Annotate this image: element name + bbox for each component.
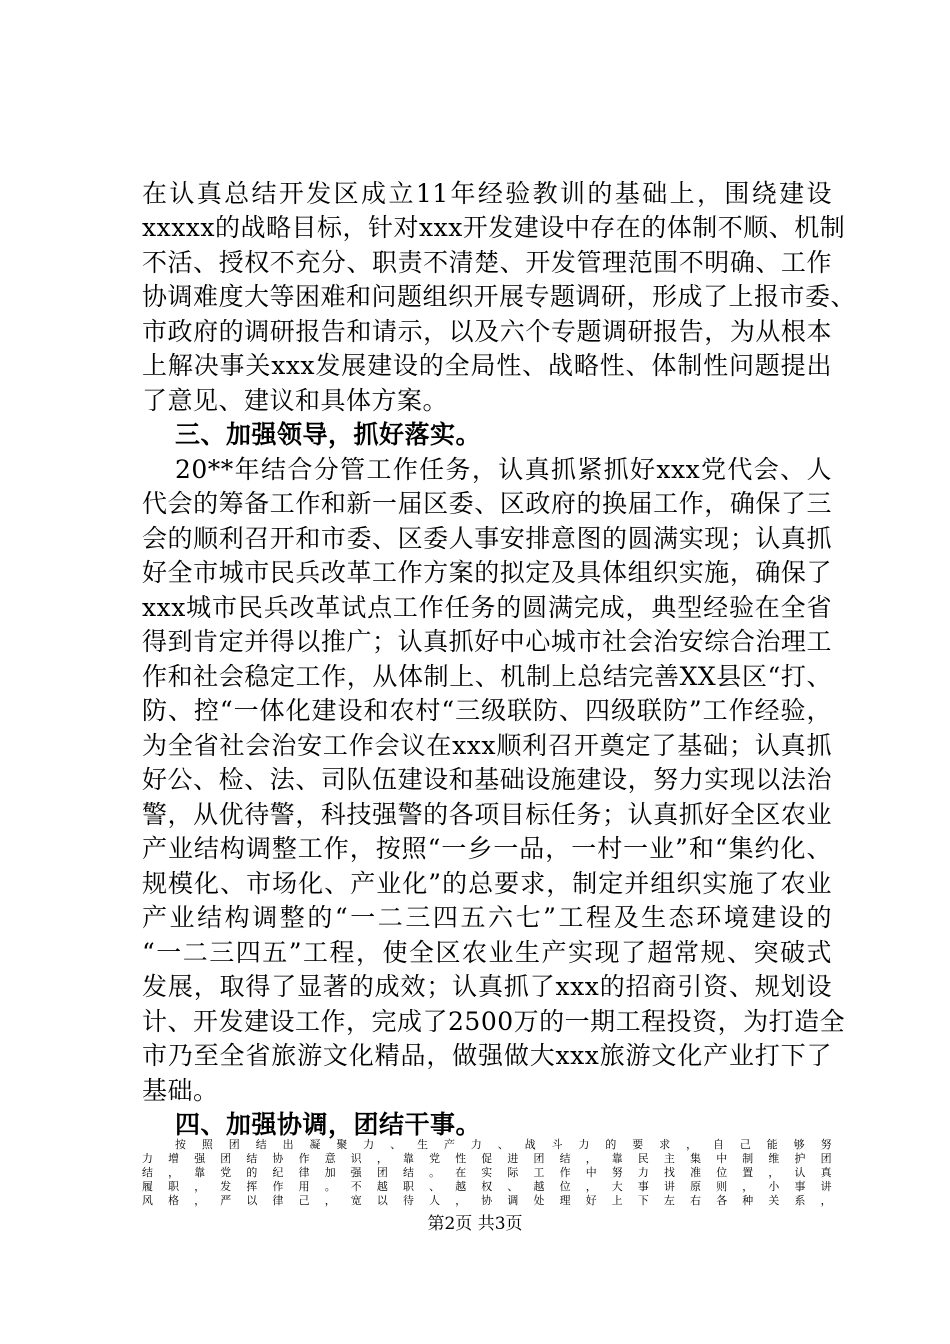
paragraph-line: 了意见、建议和具体方案。: [142, 386, 449, 415]
paragraph-line: 基础。: [142, 1076, 219, 1105]
paragraph-line: 协调难度大等困难和问题组织开展专题调研，形成了上报市委、: [142, 282, 857, 311]
paragraph-line: 好全市城市民兵改革工作方案的拟定及具体组织实施，确保了: [142, 558, 832, 587]
paragraph-line: 结，靠党的纪律加强团结。在实际工作中努力找准位置，认真: [142, 1166, 832, 1179]
paragraph-line: 上解决事关xxx发展建设的全局性、战略性、体制性问题提出: [142, 351, 832, 380]
paragraph-line: 不活、授权不充分、职责不清楚、开发管理范围不明确、工作: [142, 248, 832, 277]
paragraph-line: 按照团结出凝聚力、生产力、战斗力的要求，自己能够努: [175, 1138, 832, 1151]
paragraph-line: 风格，严以律己，宽以待人，协调处理好上下左右各种关系，: [142, 1194, 832, 1207]
paragraph-line: 为全省社会治安工作会议在xxx顺利召开奠定了基础；认真抓: [142, 731, 832, 760]
paragraph-line: xxx城市民兵改革试点工作任务的圆满完成，典型经验在全省: [142, 593, 832, 622]
paragraph-line: 市乃至全省旅游文化精品，做强做大xxx旅游文化产业打下了: [142, 1041, 832, 1070]
paragraph-line: 20**年结合分管工作任务，认真抓紧抓好xxx党代会、人: [175, 455, 832, 484]
paragraph-line: 在认真总结开发区成立11年经验教训的基础上，围绕建设: [142, 179, 832, 208]
paragraph-line: 力增强团结协作意识，靠党性促进团结，靠民主集中制维护团: [142, 1152, 832, 1165]
paragraph-line: 规模化、市场化、产业化”的总要求，制定并组织实施了农业: [142, 869, 832, 898]
paragraph-line: 产业结构调整的“一二三四五六七”工程及生态环境建设的: [142, 903, 832, 932]
paragraph-line: 好公、检、法、司队伍建设和基础设施建设，努力实现以法治: [142, 765, 832, 794]
paragraph-line: 得到肯定并得以推广；认真抓好中心城市社会治安综合治理工: [142, 627, 832, 656]
paragraph-line: 防、控“一体化建设和农村“三级联防、四级联防”工作经验，: [142, 696, 832, 725]
page-footer: 第2页 共3页: [427, 1214, 523, 1234]
paragraph-line: “一二三四五”工程，使全区农业生产实现了超常规、突破式: [142, 938, 832, 967]
paragraph-line: 发展，取得了显著的成效；认真抓了xxx的招商引资、规划设: [142, 972, 832, 1001]
paragraph-line: 作和社会稳定工作，从体制上、机制上总结完善XX县区“打、: [142, 662, 832, 691]
paragraph-line: 警，从优待警，科技强警的各项目标任务；认真抓好全区农业: [142, 800, 832, 829]
paragraph-line: 计、开发建设工作，完成了2500万的一期工程投资，为打造全: [142, 1007, 846, 1036]
paragraph-line: 代会的筹备工作和新一届区委、区政府的换届工作，确保了三: [142, 489, 832, 518]
paragraph-line: 履职，发挥作用。不越职、越权、越位，大事讲原则，小事讲: [142, 1180, 832, 1193]
paragraph-line: xxxxx的战略目标，针对xxx开发建设中存在的体制不顺、机制: [142, 213, 846, 242]
paragraph-line: 会的顺利召开和市委、区委人事安排意图的圆满实现；认真抓: [142, 524, 832, 553]
paragraph-line: 市政府的调研报告和请示，以及六个专题调研报告，为从根本: [142, 317, 832, 346]
section-heading: 三、加强领导，抓好落实。: [175, 420, 482, 449]
section-heading: 四、加强协调，团结干事。: [175, 1110, 482, 1139]
paragraph-line: 产业结构调整工作，按照“一乡一品，一村一业”和“集约化、: [142, 834, 832, 863]
